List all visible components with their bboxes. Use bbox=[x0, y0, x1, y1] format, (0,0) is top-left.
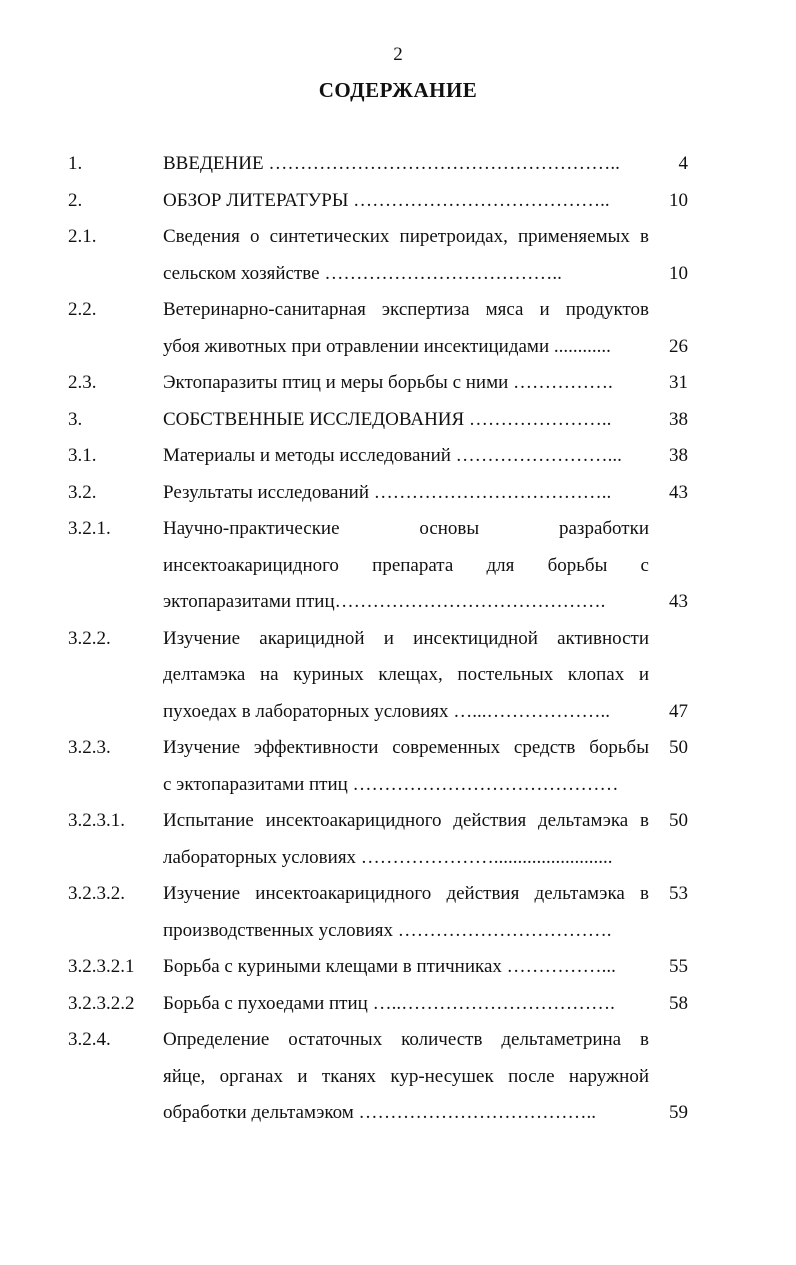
toc-entry[interactable] bbox=[0, 730, 796, 803]
toc-entry-number: 3.1. bbox=[68, 445, 97, 466]
toc-entry-page: 55 bbox=[669, 956, 688, 977]
toc-entry-number: 3.2.4. bbox=[68, 1029, 111, 1050]
toc-entry-title bbox=[163, 986, 649, 1023]
toc-entry-line: ОБЗОР ЛИТЕРАТУРЫ ………………………………….. bbox=[163, 189, 610, 211]
toc-entry-line: Результаты исследований ……………………………….. bbox=[163, 481, 612, 503]
toc-entry-title bbox=[163, 183, 649, 220]
toc-entry[interactable] bbox=[0, 292, 796, 365]
toc-entry[interactable] bbox=[0, 621, 796, 731]
toc-entry-number: 3.2.1. bbox=[68, 518, 111, 539]
toc-entry-number: 3.2.3.2.2 bbox=[68, 992, 135, 1014]
toc-entry-line: Сведения о синтетических пиретроидах, применяемых в bbox=[163, 226, 649, 247]
toc-entry-line: лабораторных условиях …………………......................... bbox=[163, 846, 613, 868]
toc-entry-line: производственных условиях ……………………………. bbox=[163, 919, 612, 941]
toc-entry-number: 3.2.3. bbox=[68, 737, 111, 758]
toc-entry-title bbox=[163, 438, 649, 475]
toc-entry-line: убоя животных при отравлении инсектицидами ............ bbox=[163, 335, 611, 357]
toc-entry-number: 3.2.3.2. bbox=[68, 883, 125, 904]
toc-entry-title bbox=[163, 365, 649, 402]
toc-entry-title bbox=[163, 219, 649, 292]
toc-entry-page: 4 bbox=[678, 153, 688, 174]
toc-entry-line: Изучение эффективности современных средств борьбы bbox=[163, 737, 649, 758]
page-number: 2 bbox=[393, 44, 403, 65]
toc-entry-number: 2. bbox=[68, 189, 83, 211]
toc-entry[interactable] bbox=[0, 475, 796, 512]
toc-entry-page: 43 bbox=[669, 591, 688, 612]
toc-entry-title bbox=[163, 1022, 649, 1132]
toc-entry-page: 38 bbox=[669, 445, 688, 466]
toc-entry-page: 50 bbox=[669, 737, 688, 758]
toc-entry-line: Борьба с куриными клещами в птичниках ……………... bbox=[163, 956, 616, 977]
toc-entry-page: 50 bbox=[669, 810, 688, 831]
toc-entry-page: 31 bbox=[669, 372, 688, 393]
toc-entry-title bbox=[163, 949, 649, 986]
toc-entry-line: Изучение акарицидной и инсектицидной активности bbox=[163, 627, 649, 649]
toc-entry-number: 2.1. bbox=[68, 226, 97, 247]
toc-entry-line: ВВЕДЕНИЕ ……………………………………………….. bbox=[163, 153, 620, 174]
toc-entry-page: 10 bbox=[669, 262, 688, 284]
toc-entry-page: 47 bbox=[669, 700, 688, 722]
toc-entry-line: Материалы и методы исследований ……………………... bbox=[163, 445, 622, 466]
toc-entry[interactable] bbox=[0, 876, 796, 949]
page-title: СОДЕРЖАНИЕ bbox=[318, 78, 478, 102]
toc-entry-page: 10 bbox=[669, 189, 688, 211]
table-of-contents bbox=[0, 146, 796, 1132]
toc-entry[interactable] bbox=[0, 949, 796, 986]
toc-entry-line: Борьба с пухоедами птиц …..……………………………. bbox=[163, 992, 615, 1014]
toc-entry[interactable] bbox=[0, 183, 796, 220]
toc-entry-page: 38 bbox=[669, 408, 688, 430]
toc-entry-number: 1. bbox=[68, 153, 83, 174]
toc-entry[interactable] bbox=[0, 803, 796, 876]
toc-entry-number: 3.2.2. bbox=[68, 627, 111, 649]
toc-entry-line: Ветеринарно-санитарная экспертиза мяса и продуктов bbox=[163, 299, 649, 320]
toc-entry-page: 59 bbox=[669, 1102, 688, 1123]
toc-entry-number: 3.2.3.1. bbox=[68, 810, 125, 831]
toc-entry[interactable] bbox=[0, 146, 796, 183]
toc-entry-line: инсектоакарицидного препарата для борьбы с bbox=[163, 554, 649, 576]
toc-entry-line: обработки дельтамэком ……………………………….. bbox=[163, 1102, 597, 1123]
toc-entry-line: Изучение инсектоакарицидного действия дельтамэка в bbox=[163, 883, 649, 904]
toc-entry[interactable] bbox=[0, 438, 796, 475]
toc-entry-line: делтамэка на куриных клещах, постельных клопах и bbox=[163, 664, 649, 685]
toc-entry-number: 2.3. bbox=[68, 372, 97, 393]
toc-entry-line: Испытание инсектоакарицидного действия дельтамэка в bbox=[163, 810, 649, 831]
toc-entry-page: 53 bbox=[669, 883, 688, 904]
toc-entry-line: сельском хозяйстве ……………………………….. bbox=[163, 262, 562, 284]
toc-entry[interactable] bbox=[0, 986, 796, 1023]
toc-entry-title bbox=[163, 402, 649, 439]
toc-entry-number: 3.2.3.2.1 bbox=[68, 956, 135, 977]
toc-entry-title bbox=[163, 876, 649, 949]
toc-entry-line: яйце, органах и тканях кур-несушек после наружной bbox=[163, 1065, 649, 1087]
toc-entry-line: Определение остаточных количеств дельтаметрина в bbox=[163, 1029, 649, 1050]
toc-entry-line: Научно-практические основы разработки bbox=[163, 518, 649, 539]
toc-entry-number: 2.2. bbox=[68, 299, 97, 320]
toc-entry-line: с эктопаразитами птиц …………………………………… bbox=[163, 773, 619, 795]
toc-entry-title bbox=[163, 146, 649, 183]
toc-entry[interactable] bbox=[0, 1022, 796, 1132]
toc-entry-title bbox=[163, 511, 649, 621]
toc-entry[interactable] bbox=[0, 402, 796, 439]
toc-entry-page: 43 bbox=[669, 481, 688, 503]
toc-entry-title bbox=[163, 292, 649, 365]
toc-entry-title bbox=[163, 475, 649, 512]
toc-entry-line: пухоедах в лабораторных условиях …...……………….. bbox=[163, 700, 610, 722]
toc-entry[interactable] bbox=[0, 511, 796, 621]
toc-entry-line: СОБСТВЕННЫЕ ИССЛЕДОВАНИЯ ………………….. bbox=[163, 408, 612, 430]
toc-entry-page: 26 bbox=[669, 335, 688, 357]
toc-entry-line: эктопаразитами птиц……………………………………. bbox=[163, 591, 606, 612]
toc-entry-line: Эктопаразиты птиц и меры борьбы с ними ……………. bbox=[163, 372, 613, 393]
toc-entry-page: 58 bbox=[669, 992, 688, 1014]
toc-entry-title bbox=[163, 730, 649, 803]
toc-entry-number: 3.2. bbox=[68, 481, 97, 503]
toc-entry-title bbox=[163, 621, 649, 731]
toc-entry-number: 3. bbox=[68, 408, 83, 430]
toc-entry[interactable] bbox=[0, 365, 796, 402]
toc-entry-title bbox=[163, 803, 649, 876]
toc-entry[interactable] bbox=[0, 219, 796, 292]
